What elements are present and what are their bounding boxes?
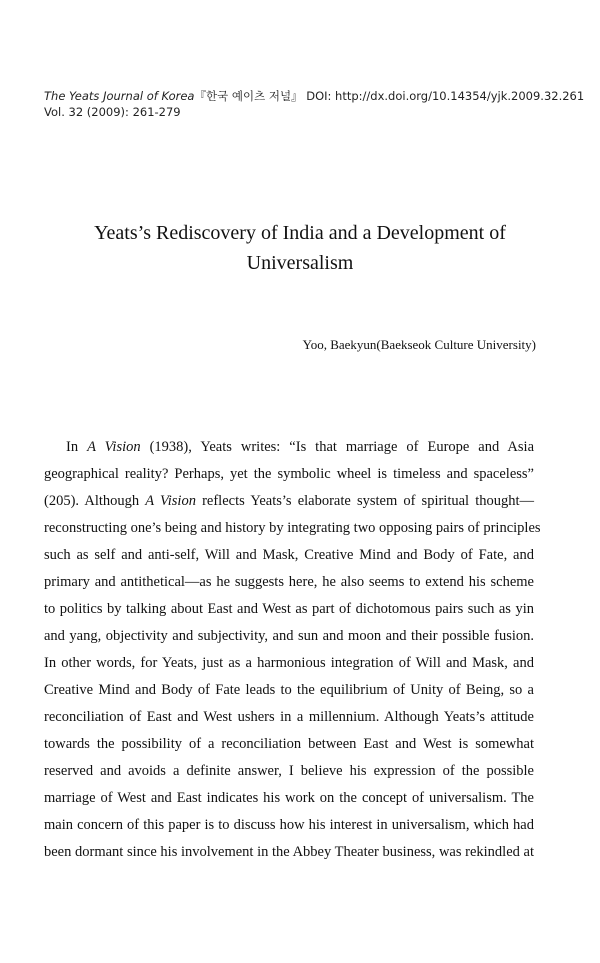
journal-header	[44, 88, 584, 120]
body-line: In A Vision (1938), Yeats writes: “Is that marriage of Europe and Asia	[66, 439, 534, 455]
body-paragraph	[44, 434, 541, 866]
volume-info: Vol. 32 (2009): 261-279	[44, 105, 181, 119]
body-line: Creative Mind and Body of Fate leads to the equilibrium of Unity of Being, so a	[44, 682, 534, 698]
body-line: geographical reality? Perhaps, yet the symbolic wheel is timeless and spaceless”	[44, 466, 534, 482]
journal-name: The Yeats Journal of Korea	[44, 89, 195, 103]
body-line: In other words, for Yeats, just as a harmonious integration of Will and Mask, and	[44, 655, 534, 671]
body-line: main concern of this paper is to discuss how his interest in universalism, which had	[44, 817, 534, 833]
body-line: reconciliation of East and West ushers in a millennium. Although Yeats’s attitude	[44, 709, 534, 725]
author-affiliation: Yoo, Baekyun(Baekseok Culture University)	[302, 337, 536, 352]
book-title: A Vision	[87, 439, 141, 455]
article-title-line-1: Yeats’s Rediscovery of India and a Development of	[94, 222, 506, 244]
journal-citation-line	[44, 88, 584, 104]
body-line: to politics by talking about East and West as part of dichotomous pairs such as yin	[44, 601, 534, 617]
body-line: been dormant since his involvement in the Abbey Theater business, was rekindled at	[44, 844, 534, 860]
body-line: primary and antithetical—as he suggests here, he also seems to extend his scheme	[44, 574, 534, 590]
body-line: reserved and avoids a definite answer, I believe his expression of the possible	[44, 763, 534, 779]
article-title	[40, 218, 560, 278]
body-line: and yang, objectivity and subjectivity, and sun and moon and their possible fusion.	[44, 628, 534, 644]
journal-korean-name: 『한국 예이츠 저널』	[194, 89, 303, 103]
body-line: towards the possibility of a reconciliation between East and West is somewhat	[44, 736, 534, 752]
book-title: A Vision	[145, 493, 196, 509]
doi-link[interactable]: DOI: http://dx.doi.org/10.14354/yjk.2009.32.261	[302, 89, 585, 103]
body-line: such as self and anti-self, Will and Mask, Creative Mind and Body of Fate, and	[44, 547, 534, 563]
body-line: reconstructing one’s being and history by integrating two opposing pairs of principles	[44, 520, 541, 536]
body-line: marriage of West and East indicates his work on the concept of universalism. The	[44, 790, 534, 806]
body-line: (205). Although A Vision reflects Yeats’s elaborate system of spiritual thought—	[44, 493, 534, 509]
article-title-line-2: Universalism	[246, 252, 354, 274]
